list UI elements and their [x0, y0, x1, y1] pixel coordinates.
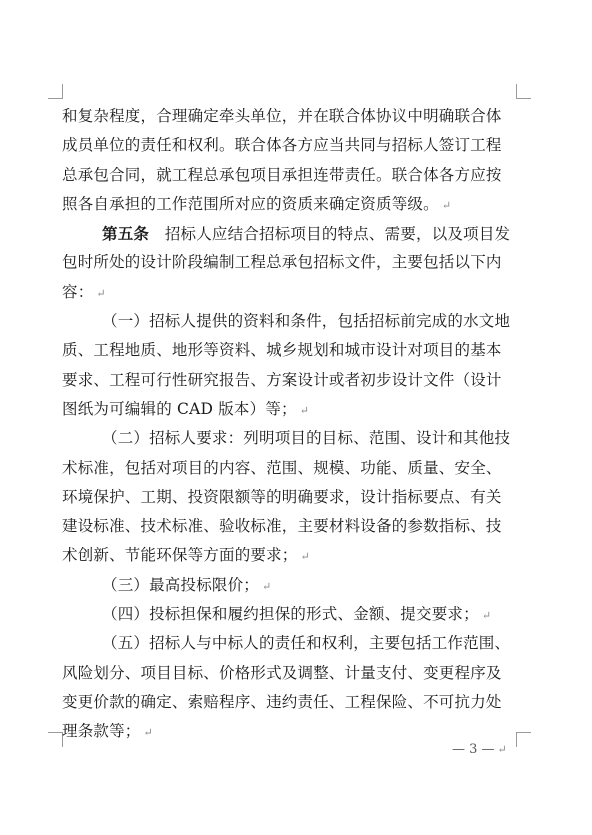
- body-text: [62, 102, 532, 747]
- text-line: 建设标准、技术标准、验收标准，主要材料设备的参数指标、技: [62, 517, 502, 536]
- text-line: 风险划分、项目目标、价格形式及调整、计量支付、变更程序及: [62, 663, 502, 682]
- crop-mark-top-right: [516, 84, 531, 99]
- text-line: 质、工程地质、地形等资料、城乡规划和城市设计对项目的基本: [62, 341, 502, 360]
- text-line: （四）投标担保和履约担保的形式、金额、提交要求； ↵: [102, 605, 492, 624]
- text-line: 容： ↵: [62, 282, 106, 301]
- text-line: 照各自承担的工作范围所对应的资质来确定资质等级。 ↵: [62, 194, 452, 213]
- text-line: 和复杂程度，合理确定牵头单位，并在联合体协议中明确联合体: [62, 107, 502, 125]
- paragraph-mark: ↵: [96, 286, 106, 300]
- crop-mark-top-left: [48, 84, 63, 99]
- text-line: （一）招标人提供的资料和条件，包括招标前完成的水文地: [102, 312, 511, 331]
- text-line: 包时所处的设计阶段编制工程总承包招标文件，主要包括以下内: [62, 253, 502, 272]
- text-line: 要求、工程可行性研究报告、方案设计或者初步设计文件（设计: [62, 370, 502, 389]
- text-line: 总承包合同，就工程总承包项目承担连带责任。联合体各方应按: [62, 165, 502, 184]
- text-line: 成员单位的责任和权利。联合体各方应当共同与招标人签订工程: [62, 136, 502, 155]
- text-line: （三）最高投标限价； ↵: [102, 575, 272, 594]
- paragraph-mark: ↵: [299, 403, 310, 417]
- text-line: 图纸为可编辑的 CAD 版本）等； ↵: [62, 399, 310, 418]
- text-line: 环境保护、工期、投资限额等的明确要求，设计指标要点、有关: [62, 487, 502, 506]
- crop-mark-bottom-left: [48, 732, 63, 747]
- text-line: 第五条 招标人应结合招标项目的特点、需要，以及项目发: [102, 224, 511, 244]
- text-line: 理条款等； ↵: [62, 722, 153, 741]
- paragraph-mark: ↵: [143, 726, 153, 740]
- page-number: — 3 — ↵: [452, 742, 507, 757]
- paragraph-mark: ↵: [497, 743, 507, 756]
- paragraph-mark: ↵: [481, 609, 492, 623]
- text-line: （二）招标人要求：列明项目的目标、范围、设计和其他技: [102, 429, 511, 448]
- article-heading: 第五条: [102, 224, 150, 244]
- paragraph-mark: ↵: [300, 550, 310, 564]
- text-line: 术创新、节能环保等方面的要求； ↵: [62, 546, 310, 565]
- paragraph-mark: ↵: [262, 579, 272, 593]
- text-line: 变更价款的确定、索赔程序、违约责任、工程保险、不可抗力处: [62, 692, 502, 711]
- text-line: （五）招标人与中标人的责任和权利，主要包括工作范围、: [102, 634, 511, 653]
- text-line: 术标准，包括对项目的内容、范围、规模、功能、质量、安全、: [62, 458, 502, 477]
- paragraph-mark: ↵: [441, 198, 452, 212]
